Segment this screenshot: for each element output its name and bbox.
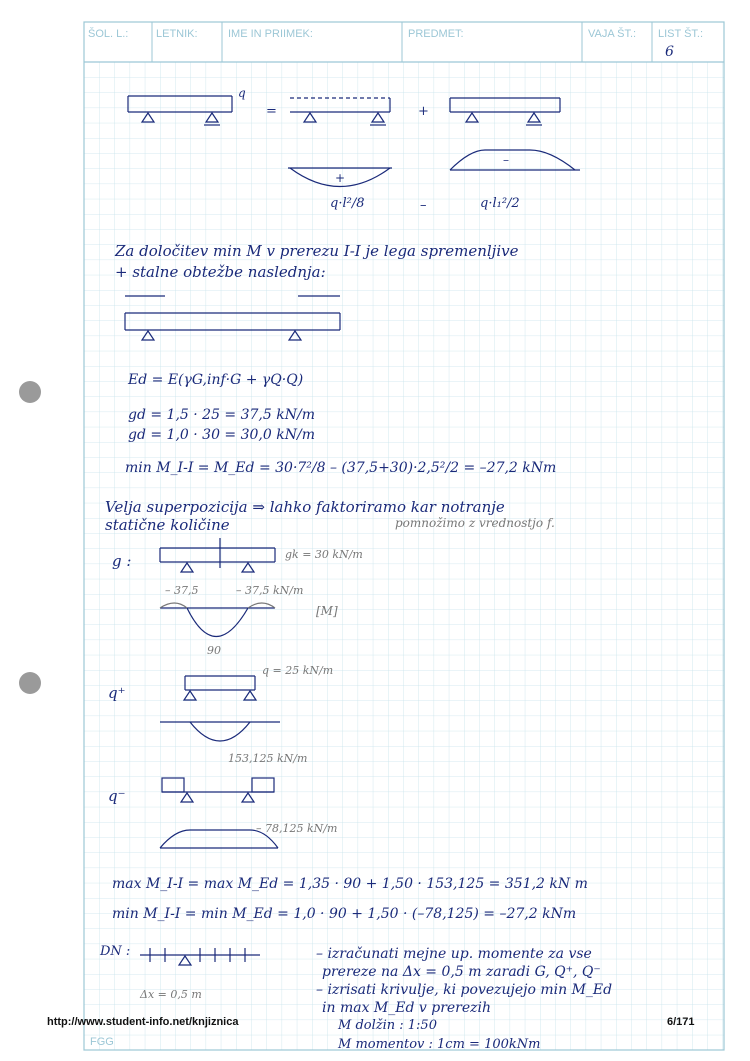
dn-note-2: prereze na Δx = 0,5 m zaradi G, Q⁺, Q⁻ [322, 964, 601, 980]
equation-min-m: min M_I-I = M_Ed = 30·7²/8 – (37,5+30)·2,5²/2 = –27,2 kNm [125, 460, 557, 476]
diagram-g-mark: [M] [316, 604, 338, 618]
equals-sign: = [266, 104, 277, 119]
header-list: LIST ŠT.: [658, 28, 704, 40]
diagram-g-mid: 90 [207, 644, 221, 657]
footer-fgg: FGG [90, 1036, 114, 1048]
diagram-qplus-label: q⁺ [108, 684, 126, 702]
diagram-qplus-load: q = 25 kN/m [262, 664, 334, 677]
dn-note-4: in max M_Ed v prerezih [322, 1000, 492, 1016]
footer-url: http://www.student-info.net/knjiznica [47, 1016, 239, 1028]
header-sol: ŠOL. L.: [88, 28, 129, 40]
text-superposition-1: Velja superpozicija ⇒ lahko faktoriramo kar notranje [105, 498, 505, 516]
header-letnik: LETNIK: [156, 28, 198, 40]
diagram-qminus-label: q⁻ [108, 787, 126, 805]
dn-note-6: M momentov : 1cm = 100kNm [338, 1037, 541, 1052]
plus-sign: + [418, 104, 429, 119]
text-line-2: + stalne obtežbe naslednja: [115, 263, 326, 281]
diagram-g-right: – 37,5 kN/m [236, 584, 304, 597]
diagram-qminus-moment: – 78,125 kN/m [256, 822, 338, 835]
dn-label: DN : [100, 944, 131, 959]
result-min: min M_I-I = min M_Ed = 1,0 · 90 + 1,50 · (–78,125) = –27,2 kNm [112, 906, 577, 922]
pencil-note: pomnožimo z vrednostjo f. [395, 516, 555, 530]
equation-gd2: gd = 1,0 · 30 = 30,0 kN/m [128, 427, 315, 443]
minus-between: – [420, 198, 427, 213]
diagram-g-label: g : [112, 552, 132, 570]
load-q-label: q [238, 86, 246, 100]
moment-span-formula: q·l²/8 [330, 196, 365, 211]
diagram-qplus-moment: 153,125 kN/m [228, 752, 308, 765]
moment-sign-plus: + [335, 171, 346, 185]
moment-cantilever-formula: q·l₁²/2 [480, 196, 520, 211]
moment-sign-minus: – [503, 153, 509, 167]
binder-hole-bottom [19, 672, 41, 694]
text-superposition-2: statične količine [105, 516, 230, 534]
dn-note-3: – izrisati krivulje, ki povezujejo min M_Ed [316, 982, 613, 998]
dn-note-1: – izračunati mejne up. momente za vse [316, 946, 592, 962]
equation-ed: Ed = E(γG,inf·G + γQ·Q) [128, 372, 304, 388]
header-predmet: PREDMET: [408, 28, 464, 40]
dn-dx: Δx = 0,5 m [140, 988, 202, 1001]
diagram-g-left: – 37,5 [165, 584, 199, 597]
text-line-1: Za določitev min M v prerezu I-I je lega spremenljive [115, 242, 519, 260]
equation-gd1: gd = 1,5 · 25 = 37,5 kN/m [128, 407, 315, 423]
result-max: max M_I-I = max M_Ed = 1,35 · 90 + 1,50 · 153,125 = 351,2 kN m [112, 876, 588, 892]
list-number: 6 [665, 44, 674, 60]
header-ime: IME IN PRIIMEK: [228, 28, 313, 40]
header-vaja: VAJA ŠT.: [588, 28, 637, 40]
binder-hole-top [19, 381, 41, 403]
footer-page: 6/171 [667, 1016, 695, 1028]
diagram-g-load: gk = 30 kN/m [285, 548, 363, 561]
dn-note-5: M dolžin : 1:50 [338, 1018, 437, 1033]
